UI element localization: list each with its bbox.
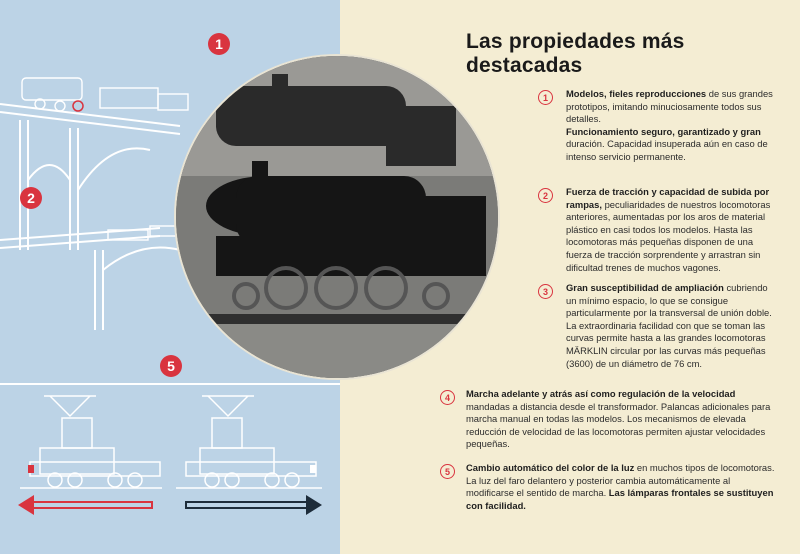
feature-3-title: Gran susceptibilidad de ampliación [566,282,724,293]
illustration-badge-1: 1 [208,33,230,55]
steam-train-sketch [22,78,188,111]
direction-arrow-right [186,495,322,515]
feature-number-4: 4 [440,390,455,405]
feature-2-title: Fuerza de tracción y capacidad de subida por rampas, [566,186,770,210]
electric-loco-right [176,396,322,488]
feature-number-3: 3 [538,284,553,299]
feature-1-title-2: Funcionamiento seguro, garantizado y gran [566,125,761,137]
feature-4 [466,388,776,451]
illustration-badge-2: 2 [20,187,42,209]
feature-1 [566,88,776,164]
feature-3 [566,282,776,370]
page-title: Las propiedades más destacadas [466,30,685,77]
feature-5-title-2: Las lámparas frontales se sustituyen con facilidad. [466,487,774,511]
feature-4-text: mandadas a distancia desde el transformador. Palancas adicionales para marcha manual en todas las modelos. Los mecanismos de elevada reducción de velocidad de las locomotoras permiten ajustar velocidades pequeñas. [466,400,771,450]
feature-1-title: Modelos, fieles reproducciones [566,88,707,99]
feature-4-title: Marcha adelante y atrás así como regulación de la velocidad [466,388,736,399]
feature-2 [566,186,776,274]
feature-5-title: Cambio automático del color de la luz [466,462,635,473]
feature-1-text: de sus grandes prototipos, imitando minuciosamente todos sus detalles. [566,88,773,125]
feature-number-1: 1 [538,90,553,105]
feature-number-5: 5 [440,464,455,479]
feature-number-2: 2 [538,188,553,203]
electric-loco-left [20,396,162,488]
feature-5-text: en muchos tipos de locomotoras. La luz del faro delantero y posterior cambia automáticamente al modificarse el sentido de marcha. [466,462,775,499]
feature-5 [466,462,776,512]
illustration-badge-5: 5 [160,355,182,377]
locomotive-photo [176,56,498,378]
feature-1-text-2: duración. Capacidad insuperada aún en caso de intenso servicio permanente. [566,138,768,162]
feature-3-text: cubriendo un mínimo espacio, lo que se consigue particularmente por la transversal de unión doble. La extraordinaria facilidad con que se toman las curvas permite hasta a las grandes locomotoras MÄRKLIN circular por las curvas más pequeñas (3600) de un diámetro de 76 cm. [566,282,772,369]
direction-arrow-left [18,495,152,515]
feature-2-text: peculiaridades de nuestros locomotoras anteriores, aumentadas por los aros de material plástico en casi todos los modelos. Hasta las locomotoras más pequeñas disponen de una fuerza de tracción sorprendente y arrastran sin dificultad trenes de muchos vagones. [566,198,771,273]
